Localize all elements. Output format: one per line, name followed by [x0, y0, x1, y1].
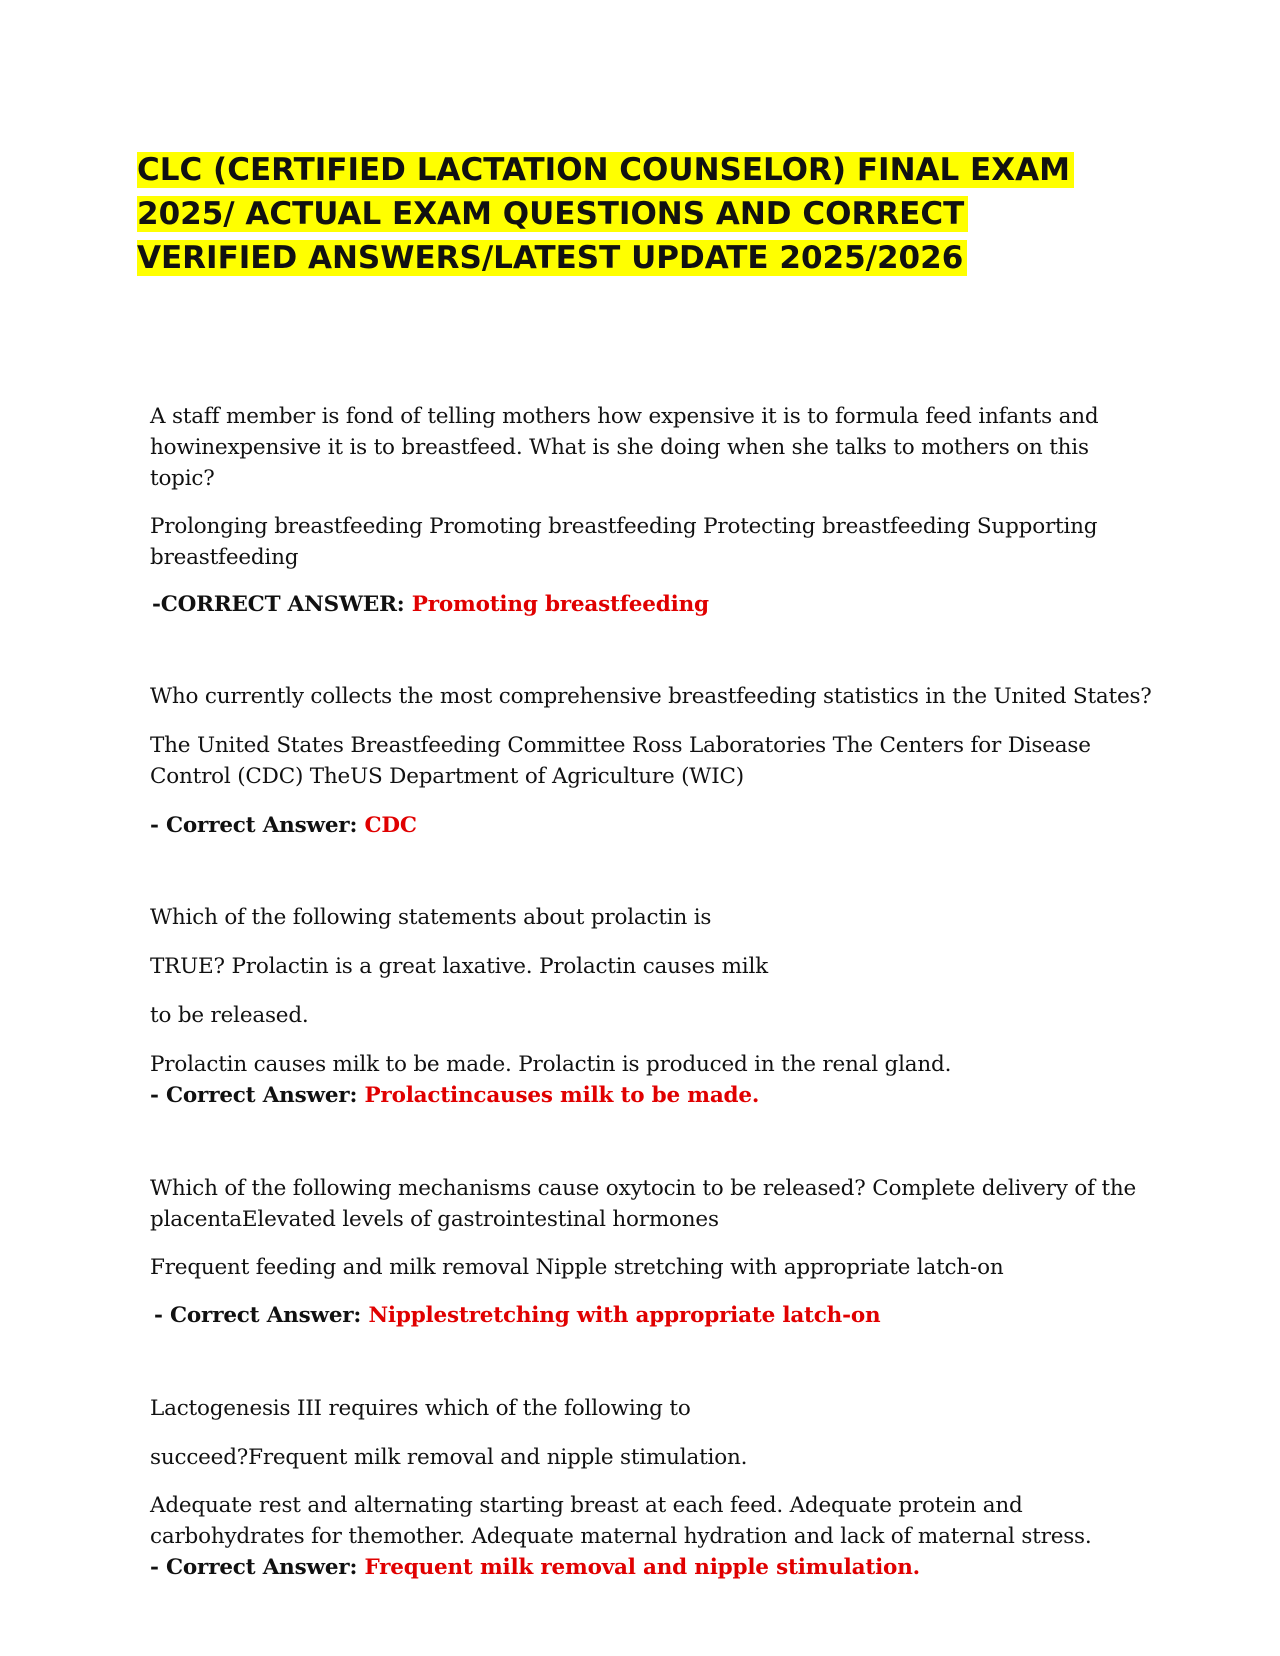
answer-label: - Correct Answer — [150, 1555, 350, 1580]
q1-options-line-2: breastfeeding — [150, 545, 299, 570]
q3-answer — [150, 1080, 759, 1111]
q4-options-line-1: Frequent feeding and milk removal Nipple stretching with appropriate latch-on — [150, 1255, 1004, 1280]
q1-text-line-1: A staff member is fond of telling mothers how expensive it is to formula feed infants and — [150, 404, 1099, 429]
q2-answer — [150, 810, 417, 841]
answer-value: Prolactincauses milk to be made. — [364, 1083, 760, 1108]
title-line-3: VERIFIED ANSWERS/LATEST UPDATE 2025/2026 — [137, 240, 967, 276]
answer-value: Promoting breastfeeding — [411, 592, 709, 617]
answer-label: -CORRECT ANSWER — [152, 592, 397, 617]
answer-value: Frequent milk removal and nipple stimulation. — [364, 1555, 920, 1580]
title-line-2: 2025/ ACTUAL EXAM QUESTIONS AND CORRECT — [137, 196, 968, 232]
q5-text-line-1: Lactogenesis III requires which of the following to — [150, 1396, 691, 1421]
answer-separator: : — [349, 1083, 365, 1108]
q3-text-line-1: Which of the following statements about prolactin is — [150, 905, 712, 930]
q4-text-line-2: placentaElevated levels of gastrointestinal hormones — [150, 1207, 719, 1232]
answer-label: - Correct Answer — [150, 1083, 350, 1108]
answer-separator: : — [349, 813, 365, 838]
answer-value: CDC — [364, 813, 417, 838]
answer-label: - Correct Answer: — [154, 1303, 362, 1328]
q5-options-line-1: Adequate rest and alternating starting breast at each feed. Adequate protein and — [150, 1493, 1023, 1518]
q2-options-line-1: The United States Breastfeeding Committee Ross Laboratories The Centers for Disease — [150, 733, 1091, 758]
q1-text-line-3: topic? — [150, 466, 215, 491]
q1-text-line-2: howinexpensive it is to breastfeed. What is she doing when she talks to mothers on this — [150, 435, 1089, 460]
q1-answer — [152, 589, 709, 620]
q3-text-line-2: TRUE? Prolactin is a great laxative. Prolactin causes milk — [150, 954, 768, 979]
q5-options-line-2: carbohydrates for themother. Adequate maternal hydration and lack of maternal stress. — [150, 1524, 1092, 1549]
q4-answer — [154, 1300, 880, 1331]
title-line-1: CLC (CERTIFIED LACTATION COUNSELOR) FINAL EXAM — [137, 152, 1074, 188]
q1-options-line-1: Prolonging breastfeeding Promoting breastfeeding Protecting breastfeeding Supporting — [150, 514, 1098, 539]
answer-value: Nipplestretching with appropriate latch-on — [368, 1303, 881, 1328]
q2-options-line-2: Control (CDC) TheUS Department of Agriculture (WIC) — [150, 764, 744, 789]
answer-label: - Correct Answer — [150, 813, 350, 838]
q2-text-line-1: Who currently collects the most comprehensive breastfeeding statistics in the United States? — [150, 684, 1152, 709]
answer-separator: : — [396, 592, 412, 617]
answer-separator: : — [349, 1555, 365, 1580]
q3-text-line-3: to be released. — [150, 1003, 309, 1028]
q3-options-line-1: Prolactin causes milk to be made. Prolactin is produced in the renal gland. — [150, 1052, 952, 1077]
q4-text-line-1: Which of the following mechanisms cause oxytocin to be released? Complete delivery of the — [150, 1176, 1137, 1201]
q5-text-line-2: succeed?Frequent milk removal and nipple stimulation. — [150, 1445, 748, 1470]
document-title — [137, 148, 1137, 280]
q5-answer — [150, 1552, 920, 1583]
